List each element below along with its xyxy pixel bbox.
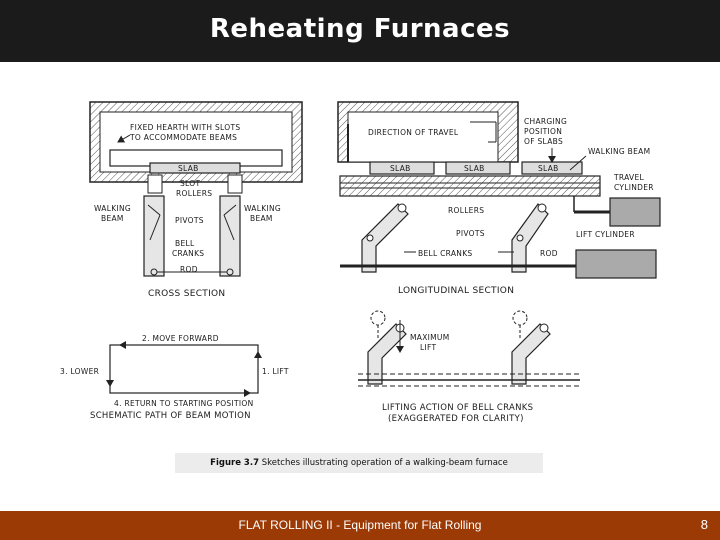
page-title: Reheating Furnaces: [209, 14, 511, 44]
walking-beam-label: WALKING BEAM: [588, 147, 651, 156]
move-forward-label: 2. MOVE FORWARD: [142, 334, 219, 343]
cross-rollers-label: ROLLERS: [176, 189, 213, 198]
figure-caption-label: Figure 3.7: [210, 458, 259, 468]
cross-section-caption: CROSS SECTION: [148, 289, 226, 299]
long-slab2-label: SLAB: [464, 164, 485, 173]
maximum-lift-line2: LIFT: [420, 343, 437, 352]
long-rollers-label: ROLLERS: [448, 206, 485, 215]
footer-title: FLAT ROLLING II - Equipment for Flat Rolling: [238, 518, 482, 532]
longitudinal-section-caption: LONGITUDINAL SECTION: [398, 286, 515, 296]
lifting-caption-line1: LIFTING ACTION OF BELL CRANKS: [382, 403, 534, 413]
long-rod-label: ROD: [540, 249, 558, 258]
bell-cranks-line1: BELL: [175, 239, 195, 248]
maximum-lift-line1: MAXIMUM: [410, 333, 450, 342]
walking-beam-left-line1: WALKING: [94, 204, 131, 213]
return-label: 4. RETURN TO STARTING POSITION: [114, 399, 254, 408]
long-slab1-label: SLAB: [390, 164, 411, 173]
page-number: 8: [700, 517, 708, 532]
charging-line1: CHARGING: [524, 117, 568, 126]
walking-beam-left-line2: BEAM: [101, 214, 124, 223]
title-bar: [0, 0, 720, 62]
travel-cylinder-line1: TRAVEL: [614, 173, 644, 182]
lifting-action-diagram: [358, 311, 580, 424]
figure-caption: [175, 453, 543, 473]
bell-cranks-line2: CRANKS: [172, 249, 205, 258]
cross-slab-label: SLAB: [178, 164, 199, 173]
long-slab3-label: SLAB: [538, 164, 559, 173]
charging-line3: OF SLABS: [524, 137, 564, 146]
slot-label: SLOT: [180, 179, 201, 188]
figure-caption-text: Sketches illustrating operation of a walking-beam furnace: [261, 458, 508, 468]
walking-beam-right-line1: WALKING: [244, 204, 281, 213]
lift-label: 1. LIFT: [262, 367, 289, 376]
lift-cylinder-label: LIFT CYLINDER: [576, 230, 635, 239]
cross-section-diagram: [90, 102, 302, 299]
direction-of-travel-label: DIRECTION OF TRAVEL: [368, 128, 459, 137]
lower-label: 3. LOWER: [60, 367, 100, 376]
lifting-caption-line2: (EXAGGERATED FOR CLARITY): [388, 414, 524, 424]
travel-cylinder-line2: CYLINDER: [614, 183, 654, 192]
beam-motion-schematic: [60, 334, 289, 421]
longitudinal-section-diagram: [338, 102, 660, 296]
footer-bar: [0, 511, 720, 540]
hearth-label-line1: FIXED HEARTH WITH SLOTS: [130, 123, 241, 132]
motion-caption: SCHEMATIC PATH OF BEAM MOTION: [90, 411, 251, 421]
cross-pivots-label: PIVOTS: [175, 216, 204, 225]
charging-line2: POSITION: [524, 127, 563, 136]
long-pivots-label: PIVOTS: [456, 229, 485, 238]
long-bell-cranks-label: BELL CRANKS: [418, 249, 473, 258]
walking-beam-right-line2: BEAM: [250, 214, 273, 223]
walking-beam-furnace-figure: [0, 62, 720, 452]
cross-rod-label: ROD: [180, 265, 198, 274]
hearth-label-line2: TO ACCOMMODATE BEAMS: [130, 133, 238, 142]
